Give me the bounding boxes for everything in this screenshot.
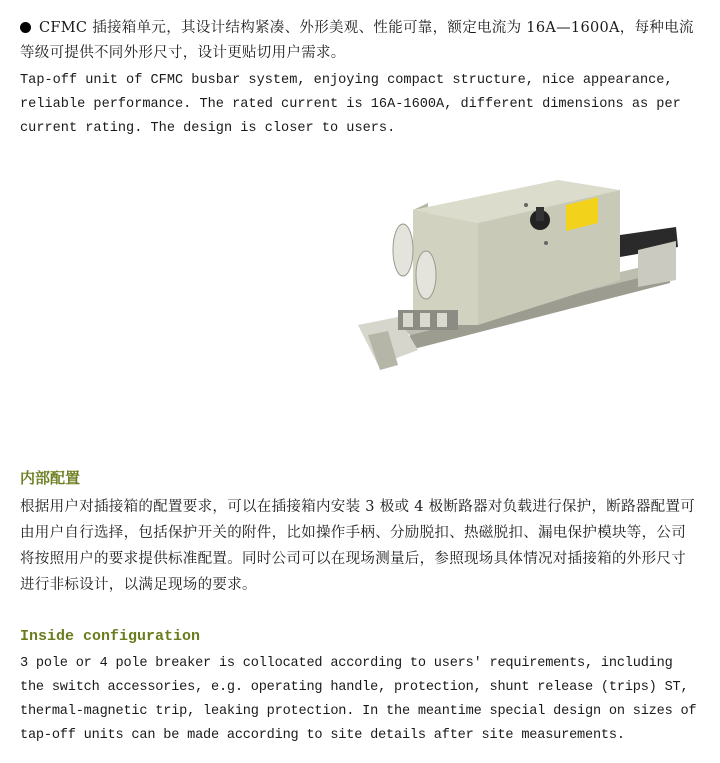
tap-off-unit-photo <box>358 175 680 375</box>
intro-chinese <box>20 16 700 66</box>
section-title-english: Inside configuration <box>20 628 201 645</box>
intro-english: Tap-off unit of CFMC busbar system, enjoying compact structure, nice appearance, reliable performance. The rated current is 16A-1600A, different dimensions as per current rating. The design is closer to users. <box>20 73 681 136</box>
intro-chinese-text: CFMC 插接箱单元，其设计结构紧凑、外形美观、性能可靠，额定电流为 16A—1600A，每种电流等级可提供不同外形尺寸，设计更贴切用户需求。 <box>20 20 694 61</box>
section-body-english: 3 pole or 4 pole breaker is collocated according to users' requirements, including the switch accessories, e.g. operating handle, protection, shunt release (trips) ST, thermal-magnetic trip, leaking protection. In the meantime special design on sizes of tap-off units can be made according to site details after site measurements. <box>20 656 697 743</box>
bullet-icon <box>20 22 31 33</box>
section-title-chinese: 内部配置 <box>20 469 81 487</box>
section-body-chinese: 根据用户对插接箱的配置要求，可以在插接箱内安装 3 极或 4 极断路器对负载进行保护，断路器配置可由用户自行选择，包括保护开关的附件，比如操作手柄、分励脱扣、热磁脱扣、漏电保护模块等，公司将按照用户的要求提供标准配置。同时公司可以在现场测量后，参照现场具体情况对插接箱的外形尺寸进行非标设计，以满足现场的要求。 <box>20 499 696 593</box>
